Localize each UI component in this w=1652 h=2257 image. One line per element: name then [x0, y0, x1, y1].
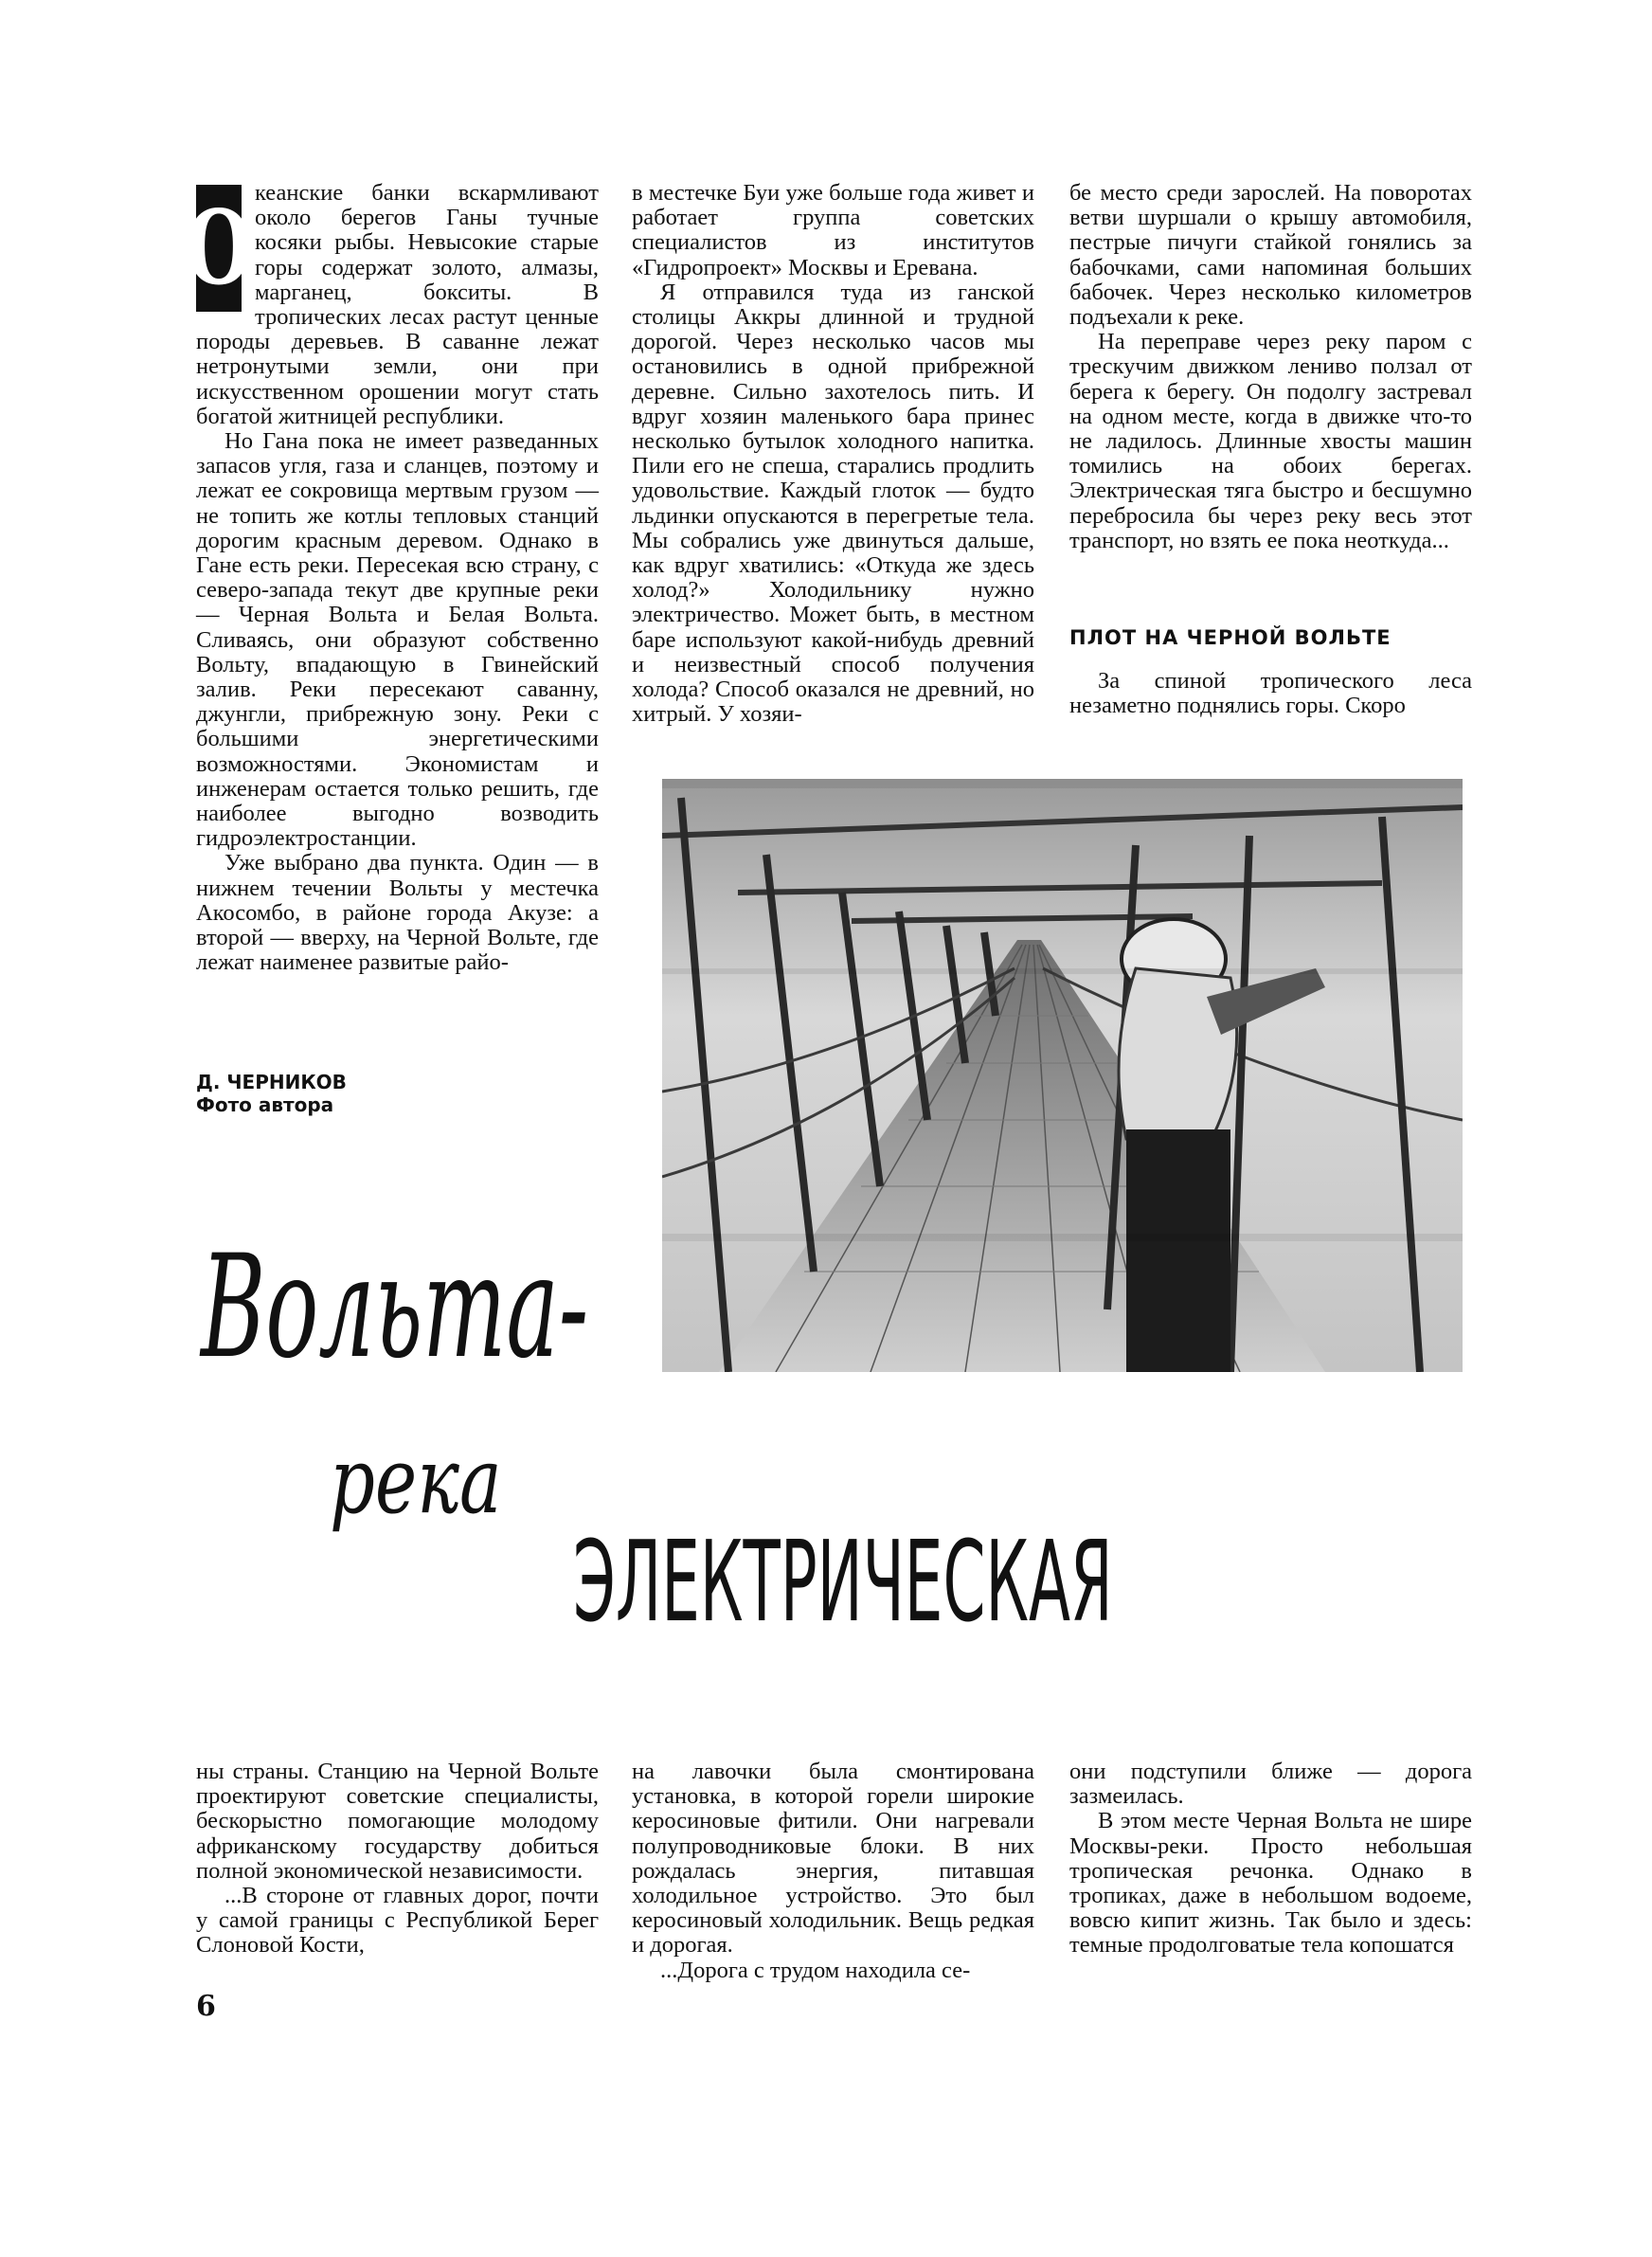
- paragraph: В этом месте Черная Вольта не шире Москвы-реки. Просто небольшая тропическая речонка. Однако в тропиках, даже в небольшом водоеме, вовсю кипит жизнь. Так было и здесь: темные продолговатые тела копошатся: [1069, 1808, 1472, 1959]
- article-column-1-bottom: [196, 1760, 599, 1959]
- author-name: Д. ЧЕРНИКОВ: [196, 1071, 347, 1093]
- article-column-3-top: [1069, 181, 1472, 553]
- photo-suspension-bridge-with-man-icon: [662, 779, 1463, 1372]
- paragraph: ны страны. Станцию на Черной Вольте проектируют советские специалисты, бескорыстно помогающие молодому африканскому государству добиться полной экономической независимости.: [196, 1759, 599, 1884]
- section-subheading: ПЛОТ НА ЧЕРНОЙ ВОЛЬТЕ: [1069, 626, 1392, 649]
- paragraph: ...В стороне от главных дорог, почти у самой границы с Республикой Берег Слоновой Кости,: [196, 1883, 599, 1959]
- paragraph: Но Гана пока не имеет разведанных запасов угля, газа и сланцев, поэтому и лежат ее сокровища мертвым грузом — не топить же котлы тепловых станций дорогим красным деревом. Однако в Гане есть реки. Пересекая всю страну, с северо-запада текут две крупные реки — Черная Вольта и Белая Вольта. Сливаясь, они образуют собственно Вольту, впадающую в Гвинейский залив. Реки пересекают саванну, джунгли, прибрежную зону. Реки с большими энергетическими возможностями. Экономистам и инженерам остается только решить, где наиболее выгодно возводить гидроэлектростанции.: [196, 428, 599, 852]
- paragraph: на лавочки была смонтирована установка, в которой горели широкие керосиновые фитили. Они нагревали полупроводниковые блоки. В них рождалась энергия, питавшая холодильное устройство. Это был керосиновый холодильник. Вещь редкая и дорогая.: [632, 1759, 1034, 1959]
- article-column-2-top: [632, 181, 1034, 727]
- paragraph: ...Дорога с трудом находила се-: [660, 1957, 971, 1983]
- byline: [196, 1071, 347, 1116]
- paragraph: они подступили ближе — дорога зазмеилась.: [1069, 1759, 1472, 1810]
- paragraph: бе место среди зарослей. На поворотах ветви шуршали о крышу автомобиля, пестрые пичуги стайкой гонялись за бабочками, сами напоминая больших бабочек. Через несколько километров подъехали к реке.: [1069, 180, 1472, 331]
- article-column-3-bottom: [1069, 1760, 1472, 1959]
- page-number: 6: [196, 1990, 216, 2023]
- article-column-2-bottom: [632, 1760, 1034, 1983]
- article-column-3-sub: [1069, 669, 1472, 718]
- article-title-line-3: ЭЛЕКТРИЧЕСКАЯ: [573, 1516, 1113, 1647]
- article-photo: [662, 779, 1463, 1372]
- article-title-line-1: Вольта-: [201, 1225, 589, 1390]
- paragraph: кеанские банки вскармливают около берегов Ганы тучные косяки рыбы. Невысокие старые горы содержат золото, алмазы, марганец, бокситы. В тропических лесах растут ценные породы деревьев. В саванне лежат нетронутыми земли, они при искусственном орошении могут стать богатой житницей республики.: [196, 180, 599, 429]
- paragraph: Уже выбрано два пункта. Один — в нижнем течении Вольты у местечка Акосомбо, в районе города Акузе: а второй — вверху, на Черной Вольте, где лежат наименее развитые райо-: [196, 850, 599, 976]
- article-title-line-2: река: [330, 1428, 502, 1534]
- dropcap: О: [196, 185, 242, 312]
- paragraph: За спиной тропического леса незаметно поднялись горы. Скоро: [1069, 668, 1472, 719]
- paragraph: На переправе через реку паром с трескучим движком лениво ползал от берега к берегу. Он подолгу застревал на одном месте, когда в движке что-то не ладилось. Длинные хвосты машин томились на обоих берегах. Электрическая тяга быстро и бесшумно перебросила бы через реку весь этот транспорт, но взять ее пока неоткуда...: [1069, 329, 1472, 553]
- photo-credit: Фото автора: [196, 1093, 334, 1116]
- paragraph: в местечке Буи уже больше года живет и работает группа советских специалистов из институтов «Гидропроект» Москвы и Еревана.: [632, 180, 1034, 280]
- paragraph: Я отправился туда из ганской столицы Аккры длинной и трудной дорогой. Через несколько часов мы остановились в одной прибрежной деревне. Сильно захотелось пить. И вдруг хозяин маленького бара принес несколько бутылок холодного напитка. Пили его не спеша, старались продлить удовольствие. Каждый глоток — будто льдинки опускаются в перегретые тела. Мы собрались уже двинуться дальше, как вдруг хватились: «Откуда же здесь холод?» Холодильнику нужно электричество. Может быть, в местном баре используют какой-нибудь древний и неизвестный способ получения холода? Способ оказался не древний, но хитрый. У хозяи-: [632, 279, 1034, 728]
- article-column-1-top: [185, 180, 599, 976]
